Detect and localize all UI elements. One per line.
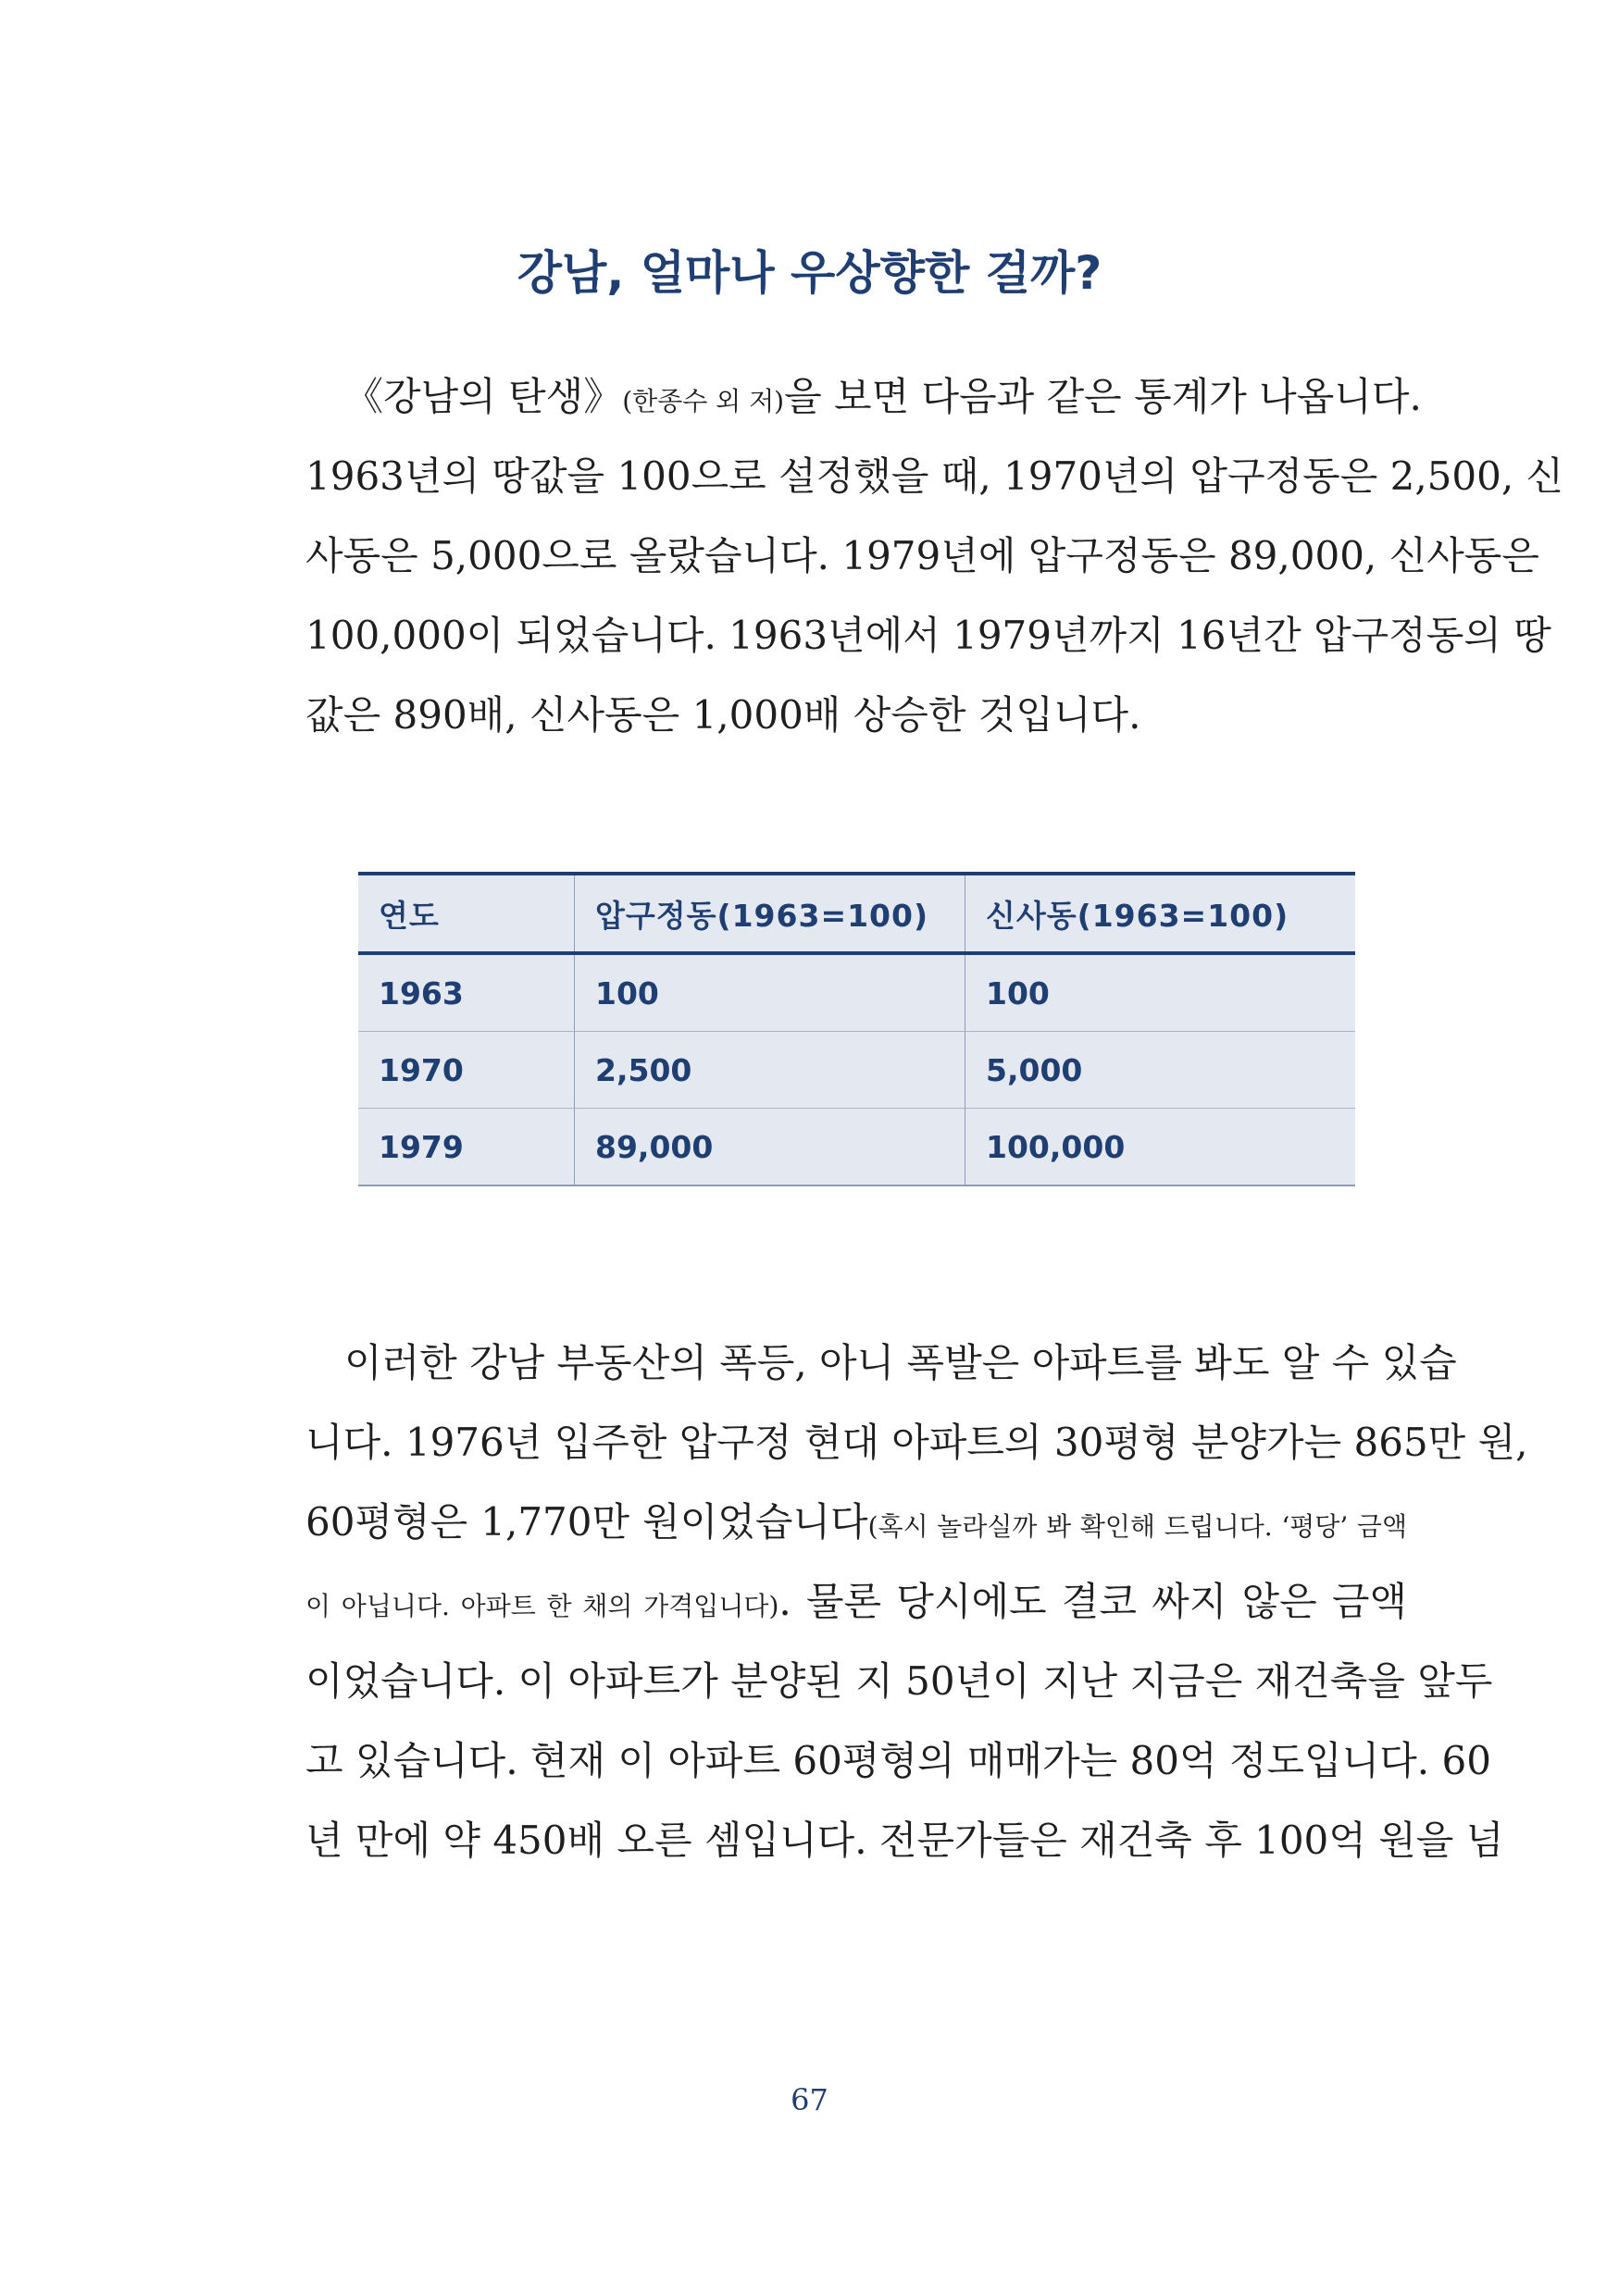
line-text: . 물론 당시에도 결코 싸지 않은 금액 <box>778 1579 1407 1624</box>
paragraph-line: 이었습니다. 이 아파트가 분양된 지 50년이 지난 지금은 재건축을 앞두 <box>305 1658 1493 1704</box>
paragraph-line <box>305 357 1422 437</box>
paragraph-line: 년 만에 약 450배 오른 셈입니다. 전문가들은 재건축 후 100억 원을 넘 <box>305 1818 1504 1863</box>
cell-sinsa: 5,000 <box>965 1032 1356 1109</box>
book-title-text: 《강남의 탄생》 <box>344 374 623 419</box>
body-paragraph-1 <box>305 357 1564 755</box>
page-number: 67 <box>791 2082 828 2117</box>
paragraph-line: 고 있습니다. 현재 이 아파트 60평형의 매매가는 80억 정도입니다. 60 <box>305 1738 1491 1783</box>
table-row <box>358 953 1355 1032</box>
cell-sinsa: 100 <box>965 953 1356 1032</box>
aside-note: 이 아닙니다. 아파트 한 채의 가격입니다) <box>305 1591 779 1621</box>
body-paragraph-2 <box>305 1323 1528 1880</box>
cell-apgujeong: 89,000 <box>575 1109 965 1186</box>
author-note: (한종수 외 저) <box>622 386 785 416</box>
paragraph-line: 사동은 5,000으로 올랐습니다. 1979년에 압구정동은 89,000, 신사동은 <box>305 533 1539 578</box>
paragraph-line: 이러한 강남 부동산의 폭등, 아니 폭발은 아파트를 봐도 알 수 있습 <box>344 1340 1457 1385</box>
line-text: 60평형은 1,770만 원이었습니다 <box>305 1499 868 1545</box>
table-row <box>358 1109 1355 1186</box>
paragraph-line: 100,000이 되었습니다. 1963년에서 1979년까지 16년간 압구정동의 땅 <box>305 613 1551 658</box>
table-header-row <box>358 874 1355 953</box>
header-year: 연도 <box>358 874 575 953</box>
paragraph-line: 니다. 1976년 입주한 압구정 현대 아파트의 30평형 분양가는 865만 원, <box>305 1420 1528 1465</box>
cell-year: 1979 <box>358 1109 575 1186</box>
header-sinsa: 신사동(1963=100) <box>965 874 1356 953</box>
page-title: 강남, 얼마나 우상향한 걸까? <box>517 245 1102 300</box>
cell-sinsa: 100,000 <box>965 1109 1356 1186</box>
cell-year: 1970 <box>358 1032 575 1109</box>
table-row <box>358 1032 1355 1109</box>
cell-apgujeong: 2,500 <box>575 1032 965 1109</box>
cell-year: 1963 <box>358 953 575 1032</box>
paragraph-line: 1963년의 땅값을 100으로 설정했을 때, 1970년의 압구정동은 2,500, 신 <box>305 453 1564 499</box>
aside-note: (혹시 놀라실까 봐 확인해 드립니다. ‘평당’ 금액 <box>867 1511 1407 1542</box>
cell-apgujeong: 100 <box>575 953 965 1032</box>
paragraph-line: 값은 890배, 신사동은 1,000배 상승한 것입니다. <box>305 692 1141 738</box>
land-price-table <box>358 872 1355 1186</box>
header-apgujeong: 압구정동(1963=100) <box>575 874 965 953</box>
paragraph-line <box>305 1483 1407 1562</box>
line-text: 을 보면 다음과 같은 통계가 나옵니다. <box>784 374 1422 419</box>
paragraph-line <box>305 1562 1407 1642</box>
